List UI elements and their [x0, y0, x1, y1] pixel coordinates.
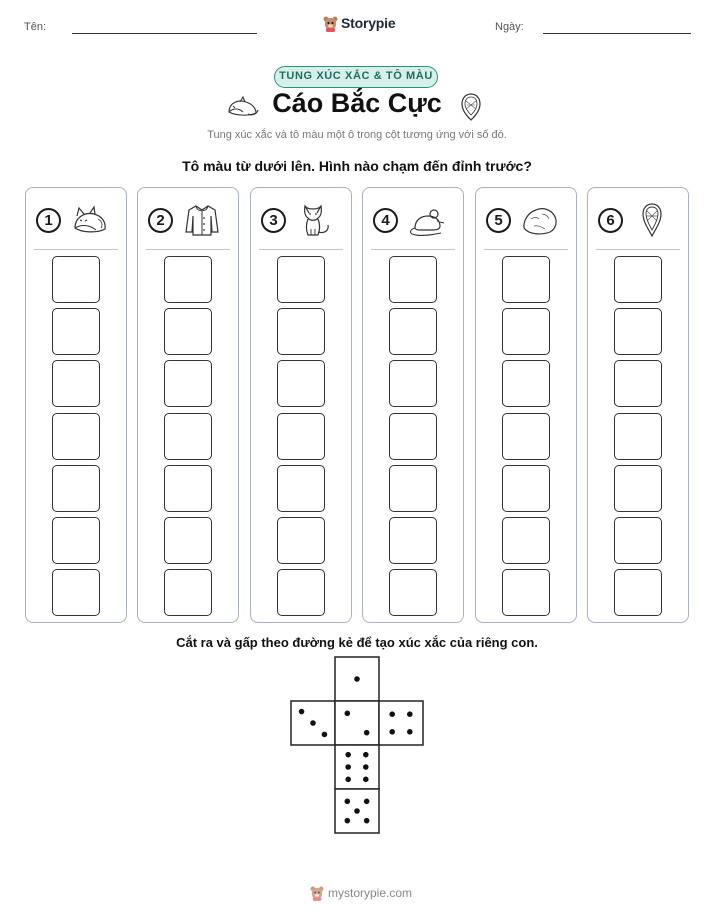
dice-pip [407, 729, 413, 735]
dice-pip [310, 720, 316, 726]
dice-pip [345, 818, 351, 824]
bear-mascot-icon [310, 885, 324, 901]
dice-pip [364, 818, 370, 824]
dice-pip [345, 711, 351, 717]
dice-pip [389, 729, 395, 735]
dice-pip [354, 676, 360, 682]
column-number: 5 [486, 208, 511, 233]
dice-pip [299, 709, 305, 715]
dice-pip [345, 764, 351, 770]
dice-pip [363, 764, 369, 770]
dice-pip [345, 752, 351, 758]
dice-pip [345, 777, 351, 783]
dice-face [379, 701, 423, 745]
dice-pip [363, 752, 369, 758]
subtitle: Tung xúc xắc và tô màu một ô trong cột tương ứng với số đó. [207, 129, 507, 141]
dice-pip [364, 799, 370, 805]
dice-pip [364, 730, 370, 736]
brand-name: Storypie [341, 15, 396, 31]
footer [310, 885, 412, 901]
activity-badge: TUNG XÚC XẮC & TÔ MÀU [274, 66, 438, 88]
column-number: 3 [261, 208, 286, 233]
dice-face [335, 745, 379, 789]
name-label: Tên: [24, 21, 47, 33]
column-number: 2 [148, 208, 173, 233]
date-label: Ngày: [495, 21, 524, 33]
page-title: Cáo Bắc Cực [272, 88, 442, 118]
footer-url: mystorypie.com [328, 886, 413, 900]
dice-pip [322, 732, 328, 738]
dice-pip [363, 777, 369, 783]
dice-pip [407, 711, 413, 717]
dice-pip [389, 711, 395, 717]
game-instruction: Tô màu từ dưới lên. Hình nào chạm đến đỉnh trước? [182, 158, 532, 174]
dice-pip [345, 799, 351, 805]
cut-instruction: Cắt ra và gấp theo đường kẻ để tạo xúc xắc của riêng con. [176, 635, 538, 650]
column-number: 6 [598, 208, 623, 233]
column-number: 1 [36, 208, 61, 233]
dice-face [335, 701, 379, 745]
dice-pip [354, 808, 360, 814]
column-number: 4 [373, 208, 398, 233]
